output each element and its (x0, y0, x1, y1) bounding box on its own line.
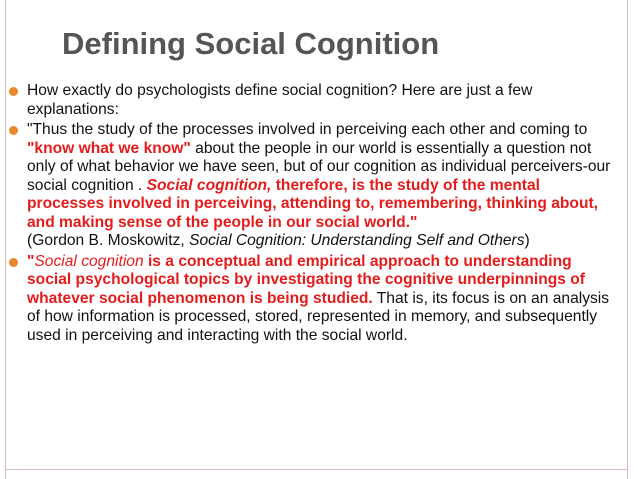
bullet-dot-icon (9, 126, 18, 135)
bullet-item-question (6, 82, 618, 119)
quote-text-part1: "Thus the study of the processes involved in perceiving each other and coming to (27, 121, 588, 138)
bullet-list (6, 82, 618, 347)
slide-title: Defining Social Cognition (62, 26, 440, 61)
citation (27, 232, 530, 249)
bullet-dot-icon (9, 258, 18, 267)
quote-text-part2: about the people in our world is essentially a question not only of what behavior we have seen, but of our cognition as individual perceivers-our social cognition . (27, 139, 611, 194)
slide-frame-right (627, 0, 628, 479)
bullet-question-text: How exactly do psychologists define social cognition? Here are just a few explanations: (27, 82, 533, 118)
approach-definition-plain: That is, its focus is on an analysis of how information is processed, stored, represented in memory, and subsequently used in perceiving and interacting with the social world. (27, 289, 610, 344)
approach-definition-emphasis: is a conceptual and empirical approach to understanding social psychological topics by investigating the cognitive underpinnings of whatever social phenomenon is being studied. (27, 252, 585, 307)
emphasized-term-social-cognition: Social cognition, (146, 176, 272, 194)
citation-close: ) (524, 232, 530, 249)
emphasized-definition: therefore, is the study of the mental processes involved in perceiving, attending to, remembering, thinking about, and making sense of the people in our social world." (27, 176, 599, 231)
citation-author: (Gordon B. Moskowitz, (27, 232, 190, 249)
bullet-item-approach-definition (6, 253, 618, 346)
know-what-we-know-phrase: "know what we know" (27, 139, 191, 157)
bullet-dot-icon (9, 87, 18, 96)
term-social-cognition: Social cognition (34, 252, 144, 270)
open-quote: " (27, 252, 35, 270)
citation-book-title: Social Cognition: Understanding Self and Others (189, 232, 525, 249)
slide-frame-bottom (5, 469, 627, 470)
bullet-item-moskowitz-quote (6, 121, 618, 251)
